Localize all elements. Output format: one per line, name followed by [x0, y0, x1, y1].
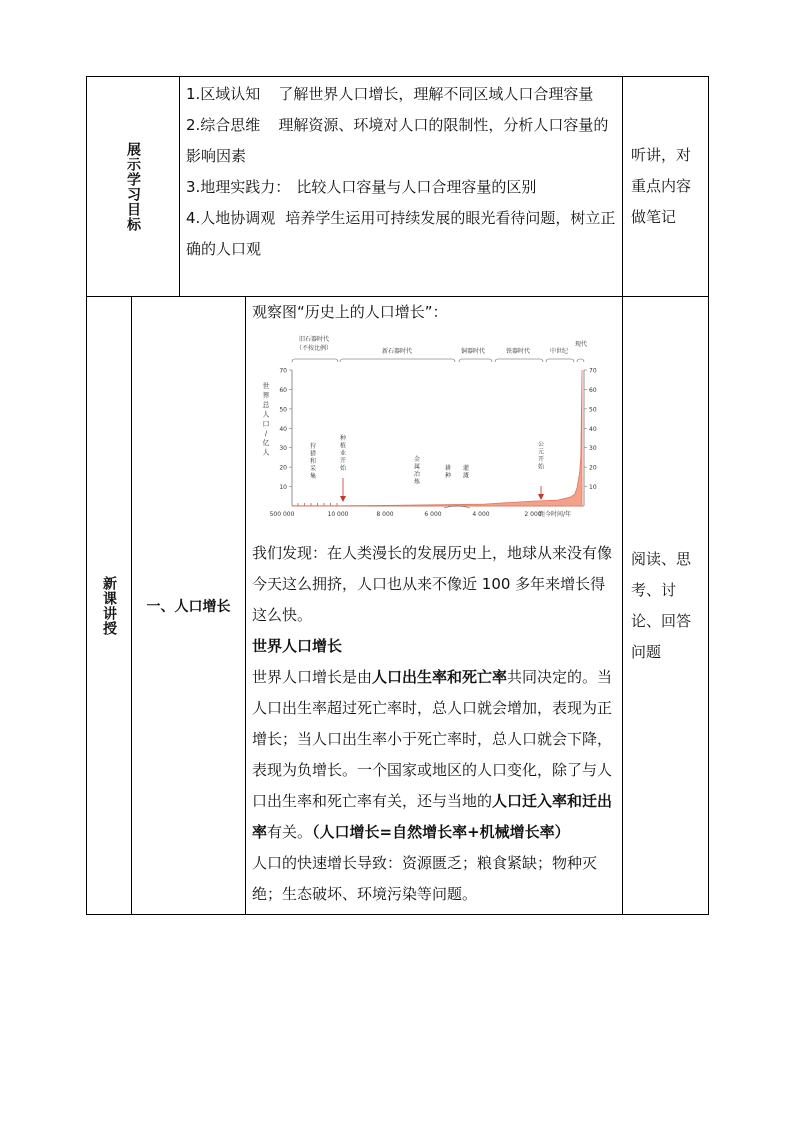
- goals-title-cell: [87, 77, 180, 297]
- y-tick-label-right: 70: [589, 367, 597, 375]
- goals-activity-cell: [623, 77, 709, 297]
- lesson-content-cell: [246, 297, 623, 915]
- lesson-plan-table: [86, 76, 709, 915]
- population-chart-svg: [252, 328, 597, 538]
- era-label: 旧石器时代: [298, 336, 330, 343]
- y-axis-label-char: 人: [262, 410, 270, 419]
- era-brace: [340, 359, 455, 362]
- y-tick-label-left: 20: [279, 464, 287, 472]
- era-brace: [495, 359, 543, 362]
- goals-row: [87, 77, 709, 297]
- annotation-char: 种: [444, 472, 452, 480]
- annotation-char: 溉: [462, 472, 470, 480]
- annotation-char: 植: [339, 442, 347, 450]
- era-label: 新石器时代: [381, 348, 413, 355]
- y-tick-label-left: 70: [279, 367, 287, 375]
- annotation-char: 和: [309, 458, 317, 465]
- x-tick-label: 10 000: [327, 511, 349, 518]
- goals-title: 展示学习目标: [125, 141, 141, 232]
- y-axis-label-char: 人: [262, 448, 270, 457]
- growth-paragraph: 世界人口增长是由人口出生率和死亡率共同决定的。当人口出生率超过死亡率时，总人口就会增加，表现为正增长；当人口出生率小于死亡率时，总人口就会下降，表现为负增长。一个国家或地区的人口变化，除了与人口出生率和死亡率有关，还与当地的人口迁入率和迁出率有关。（人口增长=自然增长率+机械增长率）: [252, 668, 613, 841]
- y-tick-label-left: 50: [279, 406, 287, 414]
- goal-item: 3.地理实践力： 比较人口容量与人口合理容量的区别: [186, 178, 537, 196]
- annotation-char: 采: [309, 465, 317, 473]
- annotation-char: 属: [413, 463, 421, 471]
- section-heading: 世界人口增长: [252, 637, 343, 655]
- era-label: 铁器时代: [505, 348, 531, 355]
- annotation-char: 业: [339, 450, 347, 457]
- y-tick-label-right: 50: [589, 406, 597, 414]
- x-tick-label: 500 000: [269, 511, 295, 518]
- x-tick-label: 8 000: [376, 511, 394, 518]
- goals-content-cell: [180, 77, 623, 297]
- era-brace: [459, 359, 492, 362]
- x-axis-label: 距今时间/年: [538, 511, 572, 518]
- population-chart: [252, 328, 597, 538]
- era-label: 中世纪: [549, 348, 569, 355]
- annotation-char: 始: [537, 463, 545, 471]
- y-axis-label-char: 口: [262, 420, 270, 428]
- y-tick-label-left: 60: [279, 386, 287, 394]
- x-tick-label: 6 000: [424, 511, 442, 518]
- era-brace: [577, 359, 584, 362]
- lesson-title: 新课讲授: [101, 575, 117, 636]
- subtitle-cell: [132, 297, 246, 915]
- goal-item: 2.综合思维 理解资源、环境对人口的限制性，分析人口容量的影响因素: [186, 116, 609, 165]
- y-tick-label-left: 40: [279, 425, 287, 433]
- y-axis-label-char: 世: [262, 382, 270, 390]
- y-tick-label-left: 10: [279, 484, 287, 492]
- y-axis-label-char: 亿: [262, 439, 270, 447]
- y-tick-label-right: 30: [589, 445, 597, 453]
- y-axis-label-char: /: [264, 429, 268, 438]
- y-tick-label-right: 60: [589, 386, 597, 394]
- annotation-char: 集: [309, 473, 317, 480]
- era-label: 铜器时代: [460, 348, 486, 355]
- chart-intro: 观察图“历史上的人口增长”：: [252, 303, 448, 321]
- annotation-char: 猎: [309, 450, 317, 458]
- annotation-char: 炼: [413, 478, 421, 486]
- impact-paragraph: 人口的快速增长导致：资源匮乏；粮食紧缺；物种灭绝；生态破坏、环境污染等问题。: [252, 854, 598, 903]
- y-tick-label-right: 10: [589, 484, 597, 492]
- annotation-char: 灌: [462, 465, 470, 472]
- lesson-title-cell: [87, 297, 132, 915]
- x-tick-label: 4 000: [472, 511, 490, 518]
- annotation-char: 冶: [413, 471, 421, 478]
- annotation-char: 开: [537, 456, 545, 463]
- annotation-char: 元: [537, 448, 545, 456]
- section-subtitle: 一、人口增长: [146, 598, 231, 615]
- lesson-activity: 阅读、思考、讨论、回答问题: [631, 549, 692, 661]
- arrow-head: [340, 496, 346, 502]
- y-tick-label-right: 20: [589, 464, 597, 472]
- annotation-char: 种: [339, 435, 347, 442]
- era-brace: [292, 359, 338, 362]
- finding-text: 我们发现：在人类漫长的发展历史上，地球从来没有像今天这么拥挤，人口也从来不像近 100 多年来增长得这么快。: [252, 544, 613, 624]
- annotation-char: 金: [413, 456, 421, 463]
- y-tick-label-left: 30: [279, 445, 287, 453]
- y-tick-label-right: 40: [589, 425, 597, 433]
- annotation-char: 开: [339, 457, 347, 465]
- annotation-char: 耕: [444, 465, 452, 472]
- era-label: （不按比例）: [295, 345, 333, 352]
- annotation-char: 始: [339, 465, 347, 472]
- goal-item: 4.人地协调观 培养学生运用可持续发展的眼光看待问题，树立正确的人口观: [186, 209, 616, 258]
- arrow-head: [538, 494, 544, 500]
- y-axis-label-char: 总: [262, 401, 270, 409]
- y-axis-label-char: 界: [262, 391, 270, 400]
- annotation-char: 狩: [309, 443, 317, 450]
- annotation-char: 公: [537, 441, 545, 448]
- goal-item: 1.区域认知 了解世界人口增长，理解不同区域人口合理容量: [186, 85, 594, 103]
- goals-activity: 听讲，对重点内容做笔记: [631, 146, 692, 226]
- era-label: 现代: [574, 341, 588, 348]
- era-brace: [546, 359, 574, 362]
- lesson-row: [87, 297, 709, 915]
- population-area: [292, 370, 582, 506]
- lesson-activity-cell: [623, 297, 709, 915]
- x-tick-label: 2 000: [524, 511, 542, 518]
